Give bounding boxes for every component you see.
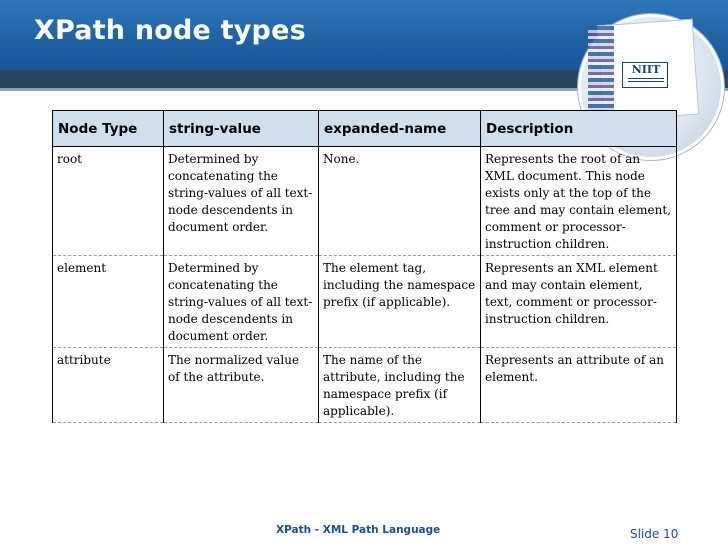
cell-description: Represents an XML element and may contain element, text, comment or processor-instruction children. (481, 256, 677, 348)
logo-underline (628, 78, 664, 82)
table-row-attribute (53, 348, 677, 423)
logo-text: NIIT (631, 63, 661, 76)
column-header-description: Description (481, 111, 677, 147)
column-header-node-type: Node Type (53, 111, 164, 147)
cell-description: Represents the root of an XML document. This node exists only at the top of the tree and may contain element, comment or processor-instruction children. (481, 147, 677, 256)
cell-string-value: The normalized value of the attribute. (164, 348, 319, 423)
table-header-row (53, 111, 677, 147)
footer-text: XPath - XML Path Language (276, 524, 441, 536)
column-header-expanded-name: expanded-name (319, 111, 481, 147)
cell-node-type: attribute (53, 348, 164, 423)
cell-expanded-name: None. (319, 147, 481, 256)
cell-expanded-name: The element tag, including the namespace prefix (if applicable). (319, 256, 481, 348)
cell-description: Represents an attribute of an element. (481, 348, 677, 423)
column-header-string-value: string-value (164, 111, 319, 147)
slide-title: XPath node types (34, 15, 306, 46)
node-types-table (52, 110, 677, 423)
table-row-element (53, 256, 677, 348)
table-row-root (53, 147, 677, 256)
slide-number: Slide 10 (630, 527, 679, 541)
logo-stripes (588, 26, 614, 110)
cell-node-type: element (53, 256, 164, 348)
cell-string-value: Determined by concatenating the string-values of all text-node descendents in document order. (164, 147, 319, 256)
cell-string-value: Determined by concatenating the string-values of all text-node descendents in document order. (164, 256, 319, 348)
cell-node-type: root (53, 147, 164, 256)
cell-expanded-name: The name of the attribute, including the namespace prefix (if applicable). (319, 348, 481, 423)
